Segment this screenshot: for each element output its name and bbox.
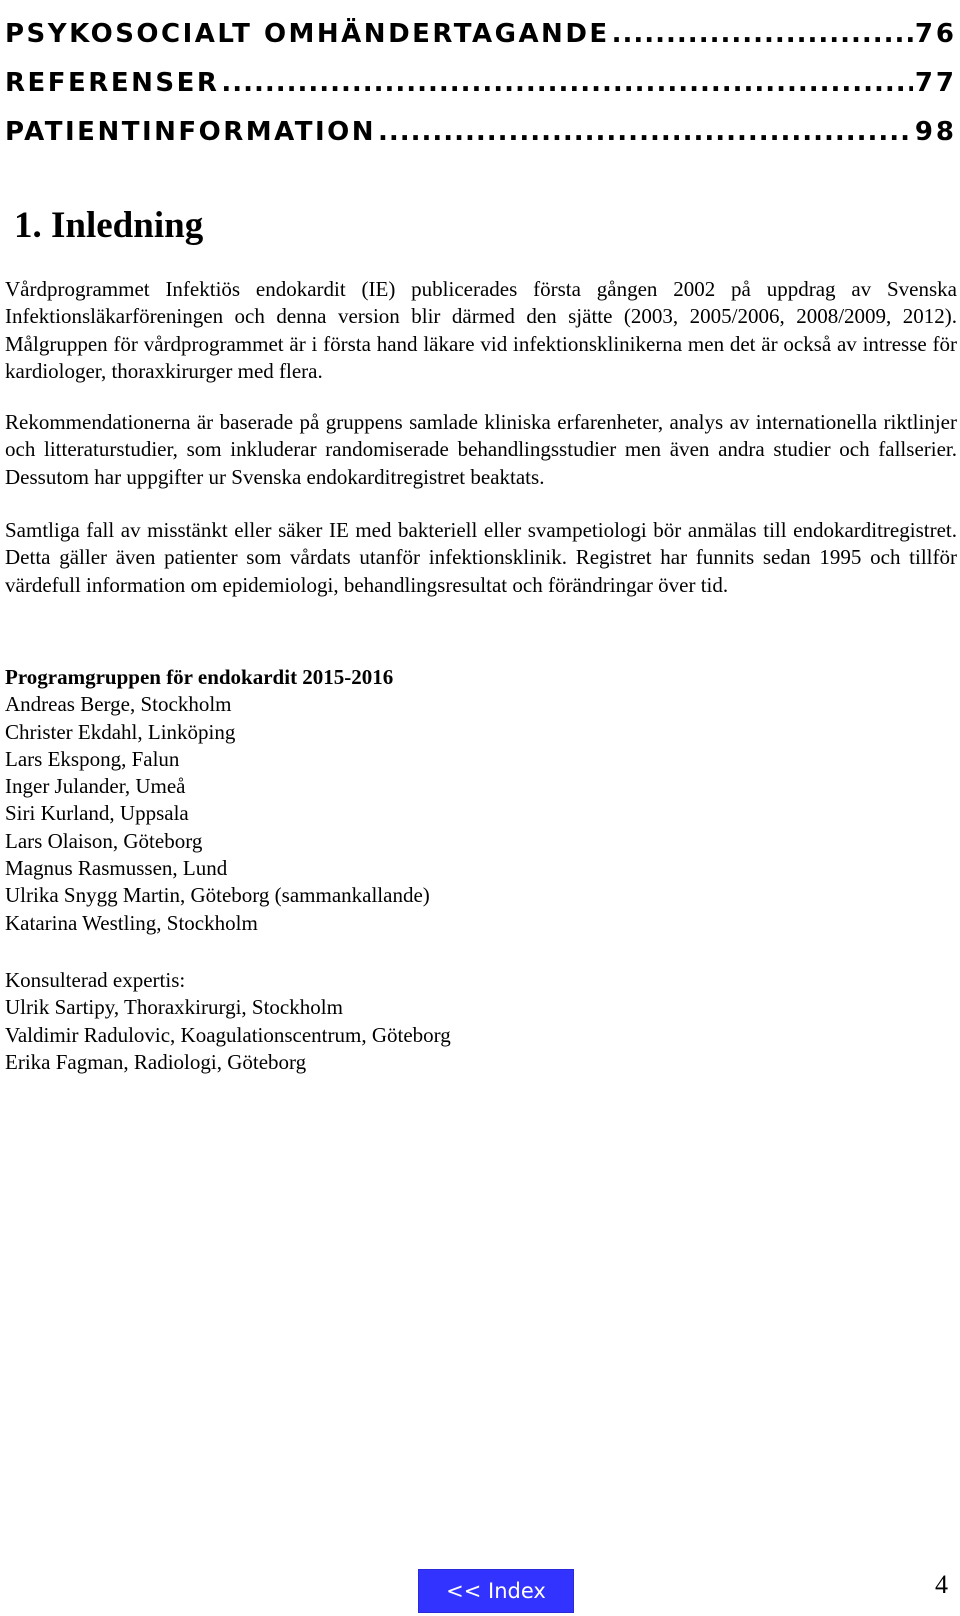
toc-entry-patientinformation[interactable] [5,98,957,147]
paragraph-text: Vårdprogrammet Infektiös endokardit (IE) publicerades första gången 2002 på uppdrag av Svenska Infektionsläkarföreningen och denna version blir därmed den sjätte (2003, 2005/2006, 2008/2009, 2012). Målgruppen för vårdprogrammet är i första hand läkare vid infektionsklinikerna men det är också av intresse för kardiologer, thoraxkirurger med flera. [5,277,957,383]
toc-entry-page: 98 [914,117,957,147]
paragraph-text: Samtliga fall av misstänkt eller säker IE med bakteriell eller svampetiologi bör anmälas till endokarditregistret. Detta gäller även patienter som vårdats utanför infektionsklinik. Registret har funnits sedan 1995 och tillför värdefull information om epidemiologi, behandlingsresultat och förändringar över tid. [5,518,957,597]
toc-dot-leader [378,117,913,147]
consultant-member: Valdimir Radulovic, Koagulationscentrum, Göteborg [5,1022,451,1047]
program-group [5,664,957,937]
program-group-member: Ulrika Snygg Martin, Göteborg (sammankallande) [5,883,430,908]
toc-entry-page: 76 [914,19,957,49]
program-group-member: Magnus Rasmussen, Lund [5,856,228,881]
toc-entry-title: PSYKOSOCIALT OMHÄNDERTAGANDE [5,19,610,49]
paragraph-recommendations [5,409,957,491]
toc-entry-referenser[interactable] [5,49,957,98]
toc-entry-psykosocialt[interactable] [5,0,957,49]
consultant-member: Ulrik Sartipy, Thoraxkirurgi, Stockholm [5,995,343,1020]
program-group-member: Lars Ekspong, Falun [5,746,180,771]
program-group-heading: Programgruppen för endokardit 2015-2016 [5,665,394,689]
toc-dot-leader [612,19,913,49]
paragraph-text: Rekommendationerna är baserade på gruppens samlade kliniska erfarenheter, analys av internationella riktlinjer och litteraturstudier, som inkluderar randomiserade behandlingsstudier men även andra studier och fallserier. Dessutom har uppgifter ur Svenska endokarditregistret beaktats. [5,410,957,489]
program-group-member: Katarina Westling, Stockholm [5,910,258,935]
toc-entry-title: REFERENSER [5,68,220,98]
index-button[interactable]: << Index [418,1569,574,1613]
paragraph-intro [5,276,957,385]
consultants-heading: Konsulterad expertis: [5,968,186,992]
page-number: 4 [935,1570,948,1599]
table-of-contents [5,0,957,147]
toc-dot-leader [221,68,912,98]
program-group-member: Siri Kurland, Uppsala [5,801,189,826]
program-group-member: Inger Julander, Umeå [5,774,186,799]
toc-entry-page: 77 [914,68,957,98]
chapter-title: 1. Inledning [14,205,204,246]
paragraph-registry [5,517,957,599]
consultants-group [5,967,957,1076]
toc-entry-title: PATIENTINFORMATION [5,117,377,147]
program-group-member: Christer Ekdahl, Linköping [5,719,236,744]
program-group-member: Andreas Berge, Stockholm [5,692,232,717]
program-group-member: Lars Olaison, Göteborg [5,828,203,853]
consultant-member: Erika Fagman, Radiologi, Göteborg [5,1049,307,1074]
